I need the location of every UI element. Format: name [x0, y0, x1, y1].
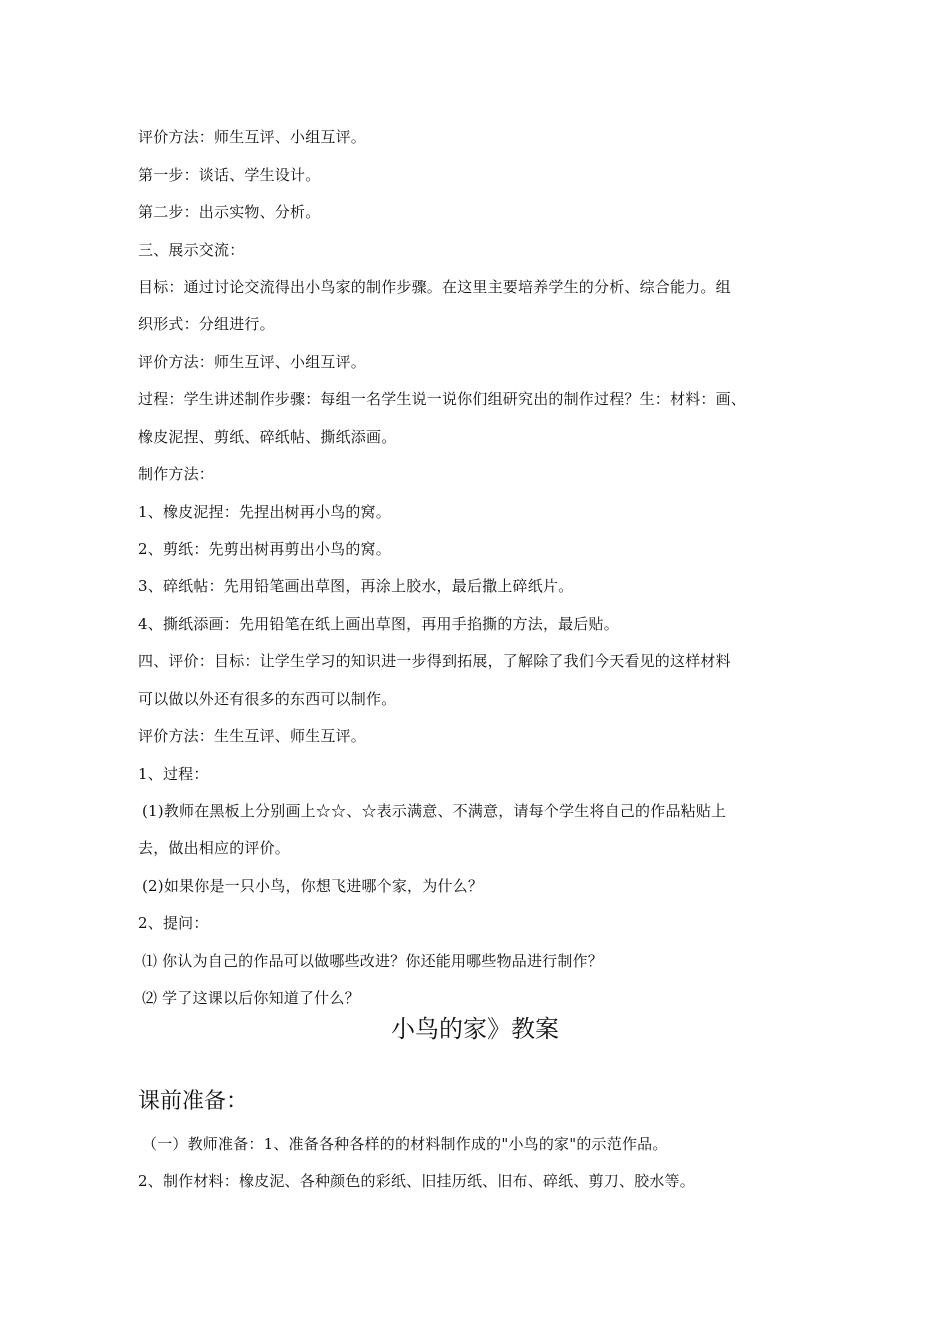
method-item-4: 4、撕纸添画：先用铅笔在纸上画出草图，再用手掐撕的方法，最后贴。	[138, 615, 619, 633]
process-item-1-line-2: 去，做出相应的评价。	[138, 839, 291, 857]
section-four-line-1: 四、评价：目标：让学生学习的知识进一步得到拓展，了解除了我们今天看见的这样材料	[138, 652, 731, 670]
goal-line-1: 目标：通过讨论交流得出小鸟家的制作步骤。在这里主要培养学生的分析、综合能力。组	[138, 278, 731, 296]
question-heading: 2、提问：	[138, 914, 209, 932]
process-line-1: 过程：学生讲述制作步骤：每组一名学生说一说你们组研究出的制作过程？生：材料：画、	[138, 390, 747, 408]
teacher-prep-line: （一）教师准备：1、准备各种各样的的材料制作成的"小鸟的家"的示范作品。	[142, 1135, 668, 1153]
step-one-line: 第一步：谈话、学生设计。	[138, 166, 321, 184]
method-item-3: 3、碎纸帖：先用铅笔画出草图，再涂上胶水，最后撒上碎纸片。	[138, 577, 574, 595]
making-method-heading: 制作方法：	[138, 465, 215, 483]
method-item-1: 1、橡皮泥捏：先捏出树再小鸟的窝。	[138, 503, 391, 521]
section-four-line-2: 可以做以外还有很多的东西可以制作。	[138, 690, 397, 708]
materials-line: 2、制作材料：橡皮泥、各种颜色的彩纸、旧挂历纸、旧布、碎纸、剪刀、胶水等。	[138, 1172, 695, 1190]
lesson-plan-title: 小鸟的家》教案	[391, 1015, 559, 1043]
step-two-line: 第二步：出示实物、分析。	[138, 203, 321, 221]
section-three-heading: 三、展示交流：	[138, 241, 245, 259]
preparation-heading: 课前准备：	[138, 1089, 249, 1114]
eval-method-line-3: 评价方法：生生互评、师生互评。	[138, 727, 367, 745]
eval-method-line-1: 评价方法：师生互评、小组互评。	[138, 128, 367, 146]
question-item-2: ⑵ 学了这课以后你知道了什么？	[142, 989, 360, 1007]
process-item-1-line-1: (1)教师在黑板上分别画上☆☆、☆表示满意、不满意，请每个学生将自己的作品粘贴上	[142, 802, 727, 820]
eval-method-line-2: 评价方法：师生互评、小组互评。	[138, 353, 367, 371]
question-item-1: ⑴ 你认为自己的作品可以做哪些改进？你还能用哪些物品进行制作？	[142, 952, 603, 970]
method-item-2: 2、剪纸：先剪出树再剪出小鸟的窝。	[138, 540, 391, 558]
process-heading: 1、过程：	[138, 765, 209, 783]
process-item-2: (2)如果你是一只小鸟，你想飞进哪个家，为什么？	[142, 877, 484, 895]
goal-line-2: 织形式：分组进行。	[138, 315, 275, 333]
process-line-2: 橡皮泥捏、剪纸、碎纸帖、撕纸添画。	[138, 428, 397, 446]
